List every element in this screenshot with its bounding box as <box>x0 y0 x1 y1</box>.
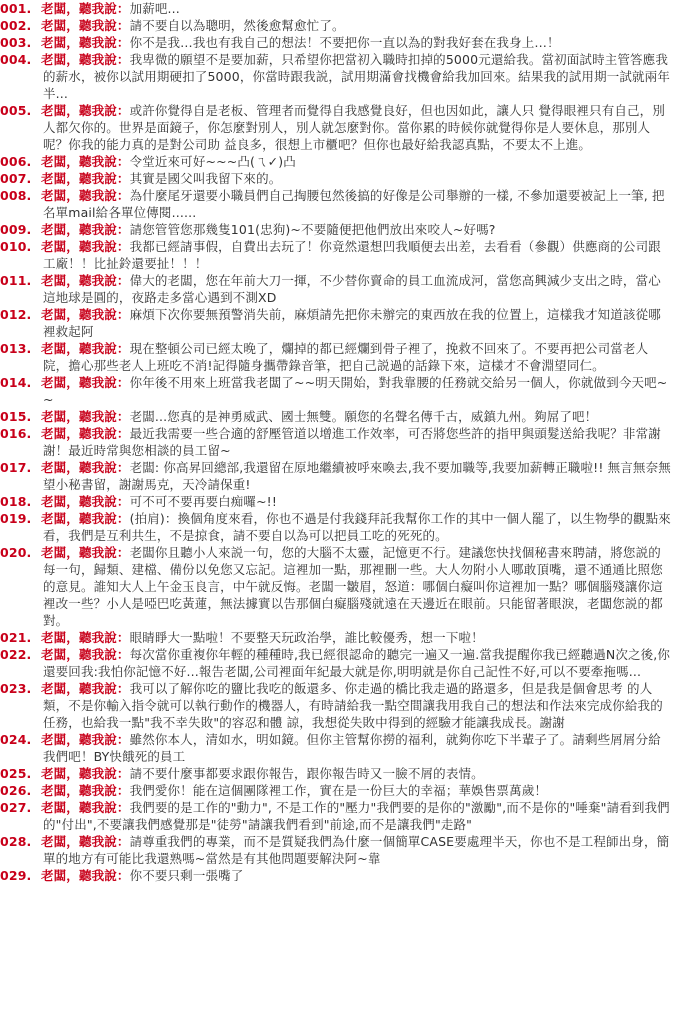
entry-label: 老闆，聽我說： <box>41 732 130 747</box>
entry-number: 028. <box>0 834 32 849</box>
list-item <box>0 0 673 17</box>
entry-label: 老闆，聽我說： <box>41 154 130 169</box>
list-item <box>0 187 673 221</box>
list-item <box>0 731 673 765</box>
entry-label: 老闆，聽我說： <box>41 460 130 475</box>
entry-label: 老闆，聽我說： <box>41 188 130 203</box>
entry-number: 029. <box>0 868 32 883</box>
entry-text: 我們要的是工作的"動力", 不是工作的"壓力"我們要的是你的"激勵",而不是你的"唾棄"請看到我們的"付出",不要讓我們感覺那是"徒勞"請讓我們看到"前途,而不是讓我們"走路" <box>43 800 670 832</box>
entry-number: 002. <box>0 18 32 33</box>
entry-label: 老闆，聽我說： <box>41 375 130 390</box>
entry-text: 每次當你重複你年輕的種種時,我已經很認命的聽完一遍又一遍.當我提醒你我已經聽過N次之後,你還要回我:我怕你記憶不好...報告老闆,公司裡面年紀最大就是你,明明就是你自己記性不好,可以不要牽拖嗎... <box>43 647 671 679</box>
list-item <box>0 629 673 646</box>
list-item <box>0 799 673 833</box>
entry-number: 021. <box>0 630 32 645</box>
list-item <box>0 340 673 374</box>
list-item <box>0 867 673 884</box>
list-item <box>0 408 673 425</box>
entry-label: 老闆，聽我說： <box>41 18 130 33</box>
entry-number: 006. <box>0 154 32 169</box>
entry-text: 請您管管您那幾隻101(忠狗)~不要隨便把他們放出來咬人~好嗎? <box>129 222 496 237</box>
entry-text: 老闆: 你高昇回總部,我還留在原地繼續被呼來喚去,我不要加職等,我要加薪轉正職啦!! 無言無奈無望小秘書留，謝謝馬克，天冷請保重! <box>43 460 671 492</box>
entry-label: 老闆，聽我說： <box>41 1 130 16</box>
entry-label: 老闆，聽我說： <box>41 307 130 322</box>
entry-text: 可不可不要再要白痴囉~!! <box>129 494 278 509</box>
entry-label: 老闆，聽我說： <box>41 103 130 118</box>
list-item <box>0 51 673 102</box>
list-item <box>0 646 673 680</box>
entry-label: 老闆，聽我說： <box>41 171 130 186</box>
entry-text: 加薪吧... <box>129 1 180 16</box>
entry-number: 020. <box>0 545 32 560</box>
entry-number: 019. <box>0 511 32 526</box>
entry-label: 老闆，聽我說： <box>41 766 130 781</box>
entry-number: 017. <box>0 460 32 475</box>
entry-number: 005. <box>0 103 32 118</box>
entry-text: 現在整頓公司已經太晚了，爛掉的都已經爛到骨子裡了，挽救不回來了。不要再把公司當老人院，擔心那些老人上班吃不消!記得隨身攜帶錄音筆，把自己説過的話錄下來，這樣才不會淵望同仁。 <box>43 341 649 373</box>
entry-text: 我可以了解你吃的鹽比我吃的飯還多、你走過的橋比我走過的路還多，但是我是個會思考 的人類，不是你輸入指令就可以執行動作的機器人，有時請給我一點空間讓我用我自己的想法和作法來完成你給我的任務，也給我一點"我不幸失敗"的容忍和體 諒，我想從失敗中得到的經驗才能讓我成長。謝謝 <box>43 681 663 730</box>
entry-text: 你年後不用來上班當我老闆了~~明天開始，對我靠腰的任務就交給另一個人，你就做到今天吧~~ <box>43 375 668 407</box>
entry-text: 請不要自以為聰明，然後愈幫愈忙了。 <box>129 18 345 33</box>
entry-number: 016. <box>0 426 32 441</box>
list-item <box>0 680 673 731</box>
list-item <box>0 374 673 408</box>
entry-label: 老闆，聽我說： <box>41 35 130 50</box>
list-item <box>0 153 673 170</box>
entry-number: 009. <box>0 222 32 237</box>
list-item <box>0 17 673 34</box>
entry-label: 老闆，聽我說： <box>41 273 130 288</box>
entry-label: 老闆，聽我說： <box>41 647 130 662</box>
entry-number: 018. <box>0 494 32 509</box>
entry-label: 老闆，聽我說： <box>41 545 130 560</box>
entry-label: 老闆，聽我說： <box>41 800 130 815</box>
list-item <box>0 238 673 272</box>
entry-label: 老闆，聽我說： <box>41 222 130 237</box>
entry-label: 老闆，聽我說： <box>41 494 130 509</box>
entry-label: 老闆，聽我說： <box>41 239 130 254</box>
entry-number: 025. <box>0 766 32 781</box>
entry-label: 老闆，聽我說： <box>41 868 130 883</box>
entry-text: 眼睛睜大一點啦！不要整天玩政治學，誰比較優秀，想一下啦！ <box>129 630 484 645</box>
entry-text: 為什麼尾牙還要小職員們自己掏腰包然後搞的好像是公司舉辦的一樣, 不參加還要被記上一筆, 把名單mail給各單位傳閱...... <box>43 188 665 220</box>
list-item <box>0 272 673 306</box>
entry-number: 008. <box>0 188 32 203</box>
entry-label: 老闆，聽我說： <box>41 511 130 526</box>
list-item <box>0 34 673 51</box>
entry-text: 請不要什麼事都要求跟你報告，跟你報告時又一臉不屑的表情。 <box>129 766 484 781</box>
entry-text: 偉大的老闆，您在年前大刀一揮，不少替你賣命的員工血流成河，當您高興減少支出之時，當心這地球是圓的，夜路走多當心遇到不測XD <box>43 273 661 305</box>
entry-number: 023. <box>0 681 32 696</box>
entry-number: 012. <box>0 307 32 322</box>
entry-text: 我們愛你！能在這個團隊裡工作，實在是一份巨大的幸福；華娛售票萬歲！ <box>129 783 548 798</box>
list-item <box>0 306 673 340</box>
entry-number: 011. <box>0 273 32 288</box>
list-item <box>0 782 673 799</box>
entry-label: 老闆，聽我說： <box>41 681 130 696</box>
entry-text: 或許你覺得自是老板、管理者而覺得自我感覺良好，但也因如此，讓人只 覺得眼裡只有自己，別人都欠你的。世界是面鏡子，你怎麼對別人，別人就怎麼對你。當你累的時候你就覺得你是人要休息，那別人呢？你我的能力真的是對公司助 益良多，很想上市櫃吧？但你也最好給我認真點，不要太不上進。 <box>43 103 665 152</box>
entry-label: 老闆，聽我說： <box>41 426 130 441</box>
list-item <box>0 170 673 187</box>
entry-number: 003. <box>0 35 32 50</box>
entry-label: 老闆，聽我說： <box>41 783 130 798</box>
list-item <box>0 510 673 544</box>
entry-label: 老闆，聽我說： <box>41 630 130 645</box>
list-item <box>0 544 673 629</box>
entry-text: 最近我需要一些合適的舒壓管道以增進工作效率，可否將您些許的指甲與頭髮送給我呢？非常謝謝！最近時常與您相談的員工留~ <box>43 426 661 458</box>
entry-text: 令堂近來可好~~~凸(ㄟ✓)凸 <box>129 154 296 169</box>
entry-number: 013. <box>0 341 32 356</box>
entry-text: 我都已經請事假，自費出去玩了！你竟然還想凹我順便去出差，去看看（參觀）供應商的公司跟工廠！！比扯鈴還要扯！！！ <box>43 239 661 271</box>
entry-number: 024. <box>0 732 32 747</box>
entry-text: 你不要只剩一張嘴了 <box>129 868 244 883</box>
entry-number: 022. <box>0 647 32 662</box>
entry-label: 老闆，聽我說： <box>41 409 130 424</box>
list-item <box>0 765 673 782</box>
entry-label: 老闆，聽我說： <box>41 341 130 356</box>
list-item <box>0 833 673 867</box>
entry-label: 老闆，聽我說： <box>41 834 130 849</box>
entry-text: 我卑微的願望不是要加薪，只希望你把當初入職時扣掉的5000元還給我。當初面試時主管答應我的薪水，被你以試用期硬扣了5000，你當時跟我説，試用期滿會找機會給我加回來。結果我的試用期一試就兩年半... <box>43 52 670 101</box>
entry-text: 老闆...您真的是神勇威武、國士無雙。願您的名聲名傳千古，威鎮九州。夠屌了吧！ <box>129 409 598 424</box>
entry-number: 026. <box>0 783 32 798</box>
list-item <box>0 221 673 238</box>
entry-number: 014. <box>0 375 32 390</box>
entry-number: 010. <box>0 239 32 254</box>
entry-text: 其實是國父叫我留下來的。 <box>129 171 282 186</box>
entry-text: 雖然你本人，清如水，明如鏡。但你主管幫你撈的福利，就夠你吃下半輩子了。請剩些屑屑分給我們吧！BY快餓死的員工 <box>43 732 661 764</box>
entry-number: 027. <box>0 800 32 815</box>
entry-label: 老闆，聽我說： <box>41 52 130 67</box>
list-item <box>0 102 673 153</box>
entry-number: 007. <box>0 171 32 186</box>
list-item <box>0 459 673 493</box>
entry-text: 麻煩下次你要無預警消失前，麻煩請先把你未辦完的東西放在我的位置上，這樣我才知道該從哪裡救起阿 <box>43 307 661 339</box>
entry-number: 004. <box>0 52 32 67</box>
entry-number: 015. <box>0 409 32 424</box>
list-item <box>0 493 673 510</box>
list-item <box>0 425 673 459</box>
entry-text: 你不是我…我也有我自己的想法！不要把你一直以為的對我好套在我身上…！ <box>129 35 560 50</box>
entry-text: 請尊重我們的專業，而不是質疑我們為什麼一個簡單CASE要處理半天，你也不是工程師出身，簡單的地方有可能比我還熟嗎~當然是有其他問題要解決阿~靠 <box>43 834 670 866</box>
entry-text: (拍肩)：換個角度來看，你也不過是付我錢拜託我幫你工作的其中一個人罷了，以生物學的觀點來看，我們是互利共生，不是掠食，請不要自以為可以把員工吃的死死的。 <box>43 511 671 543</box>
entry-number: 001. <box>0 1 32 16</box>
entry-text: 老闆你且聽小人來説一句，您的大腦不太靈，記憶更不行。建議您快找個秘書來聘請，將您説的每一句，歸類、建檔、備份以免您又忘記。這裡加一點，那裡刪一些。大人勿附小人哪敢頂嘴，還不通通比照您的意見。誰知大人上午金玉良言，中午就反悔。老闆一皺眉，怒道：哪個白癡叫你這裡加一點？哪個腦殘讓你這裡改一些？小人是啞巴吃黃蓮，無法據實以告那個白癡腦殘就遠在天邊近在眼前。只能留著眼淚，老闆您説的都對。 <box>43 545 663 628</box>
